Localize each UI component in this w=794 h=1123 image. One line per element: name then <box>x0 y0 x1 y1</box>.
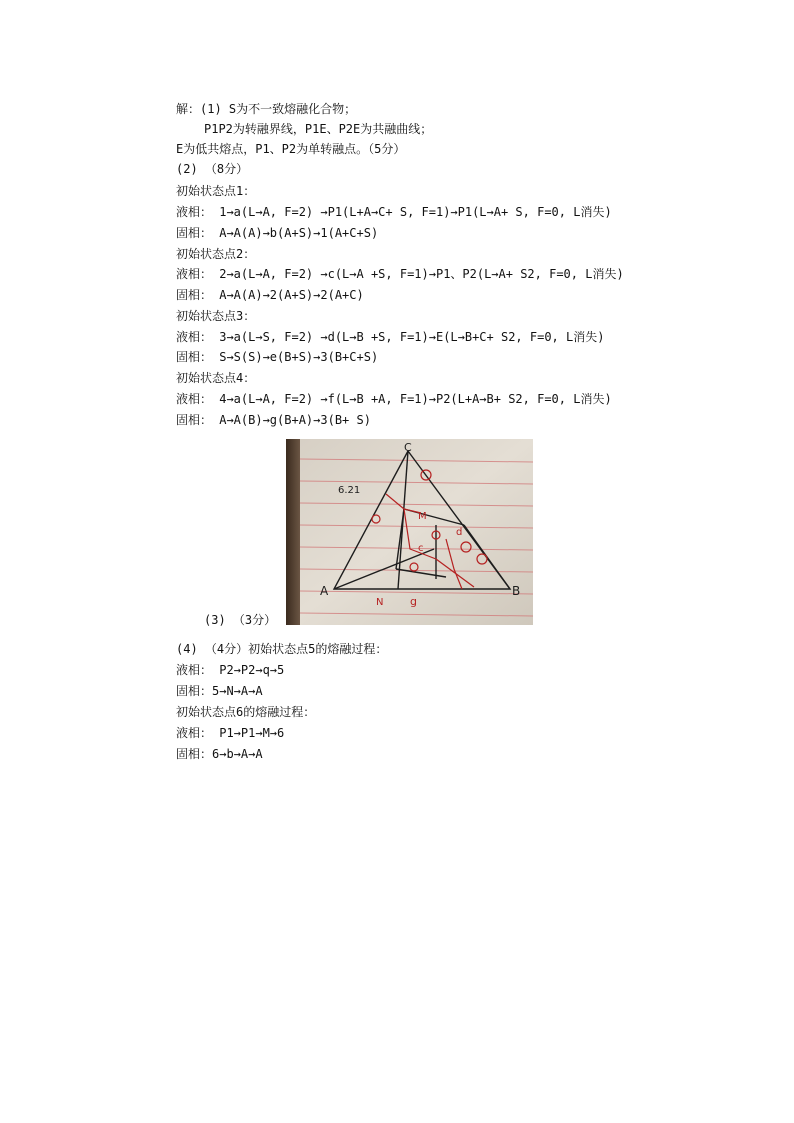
text-line: E为低共熔点，P1、P2为单转融点。（5分） <box>176 142 406 156</box>
text-line: 固相： A→A(A)→b(A+S)→1(A+C+S) <box>176 226 379 240</box>
text-line: (4) （4分）初始状态点5的熔融过程： <box>176 642 388 656</box>
vertex-label-a: A <box>320 584 329 598</box>
text-line: 初始状态点1： <box>176 184 256 198</box>
point-label-g: g <box>410 595 417 608</box>
text-line: 液相： 4→a(L→A, F=2) →f(L→B +A, F=1)→P2(L+A→B+ S2, F=0, L消失) <box>176 392 612 406</box>
text-line: (2) （8分） <box>176 162 249 176</box>
phase-diagram-svg <box>286 439 533 625</box>
text-line: 解：(1) S为不一致熔融化合物； <box>176 102 357 116</box>
phase-diagram-photo <box>286 439 533 625</box>
text-line: 初始状态点3： <box>176 309 256 323</box>
point-label-d: d <box>456 527 463 538</box>
text-line: 液相： 2→a(L→A, F=2) →c(L→A +S, F=1)→P1、P2(L→A+ S2, F=0, L消失) <box>176 267 624 281</box>
vertex-label-b: B <box>512 584 521 598</box>
text-line: 液相： P1→P1→M→6 <box>176 726 285 740</box>
text-line: 初始状态点6的熔融过程： <box>176 705 316 719</box>
text-line: 固相： A→A(B)→g(B+A)→3(B+ S) <box>176 413 371 427</box>
part3-caption: (3) （3分） <box>204 613 277 627</box>
text-line: 液相： 3→a(L→S, F=2) →d(L→B +S, F=1)→E(L→B+C+ S2, F=0, L消失) <box>176 330 605 344</box>
table-edge <box>286 439 300 625</box>
point-label-n: N <box>376 597 384 608</box>
text-line: 固相： A→A(A)→2(A+S)→2(A+C) <box>176 288 364 302</box>
note-label: 6.21 <box>338 485 361 496</box>
vertex-label-c: C <box>404 441 412 454</box>
text-line: 液相： 1→a(L→A, F=2) →P1(L+A→C+ S, F=1)→P1(L→A+ S, F=0, L消失) <box>176 205 612 219</box>
text-line: 初始状态点2： <box>176 247 256 261</box>
text-line: 固相： S→S(S)→e(B+S)→3(B+C+S) <box>176 350 379 364</box>
point-label-m: M <box>418 511 427 522</box>
point-label-c: c <box>418 543 424 554</box>
text-line: 液相： P2→P2→q→5 <box>176 663 285 677</box>
text-line: 固相：6→b→A→A <box>176 747 263 761</box>
text-line: P1P2为转融界线，P1E、P2E为共融曲线； <box>204 122 433 136</box>
text-line: 固相：5→N→A→A <box>176 684 263 698</box>
text-line: 初始状态点4： <box>176 371 256 385</box>
